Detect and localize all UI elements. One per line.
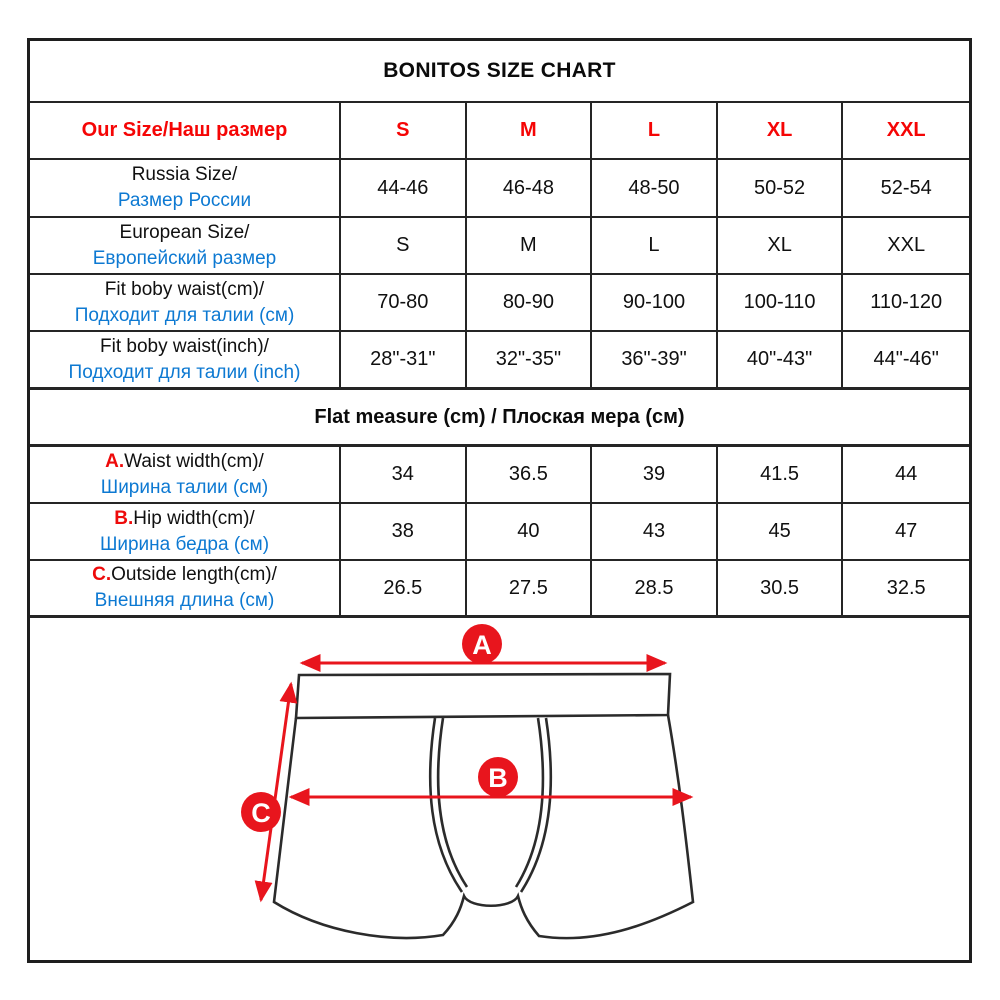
header-size-l: L bbox=[592, 103, 718, 160]
chart-title-cell bbox=[30, 41, 969, 103]
cell-value: M bbox=[467, 218, 593, 275]
cell-value: 38 bbox=[341, 504, 467, 561]
size-chart-table bbox=[30, 41, 969, 960]
cell-value: XL bbox=[718, 218, 844, 275]
cell-value: 40 bbox=[467, 504, 593, 561]
cell-value: 52-54 bbox=[843, 160, 969, 218]
cell-value: L bbox=[592, 218, 718, 275]
row-label-russia-size: Russia Size/ Размер России bbox=[30, 160, 341, 218]
header-size-xl: XL bbox=[718, 103, 844, 160]
measurement-diagram bbox=[30, 618, 969, 960]
row-label-fit-waist-inch: Fit boby waist(inch)/ Подходит для талии (inch) bbox=[30, 332, 341, 390]
header-size-m: M bbox=[467, 103, 593, 160]
boxer-shorts-diagram bbox=[30, 618, 969, 960]
shorts-body bbox=[274, 715, 693, 938]
row-label-hip-width: B.Hip width(cm)/ Ширина бедра (см) bbox=[30, 504, 341, 561]
cell-value: 36"-39" bbox=[592, 332, 718, 390]
badge-c-label: C bbox=[251, 798, 271, 828]
waistband bbox=[296, 674, 670, 718]
row-label-fit-waist-cm: Fit boby waist(cm)/ Подходит для талии (см) bbox=[30, 275, 341, 332]
row-label-outside-length: C.Outside length(cm)/ Внешняя длина (см) bbox=[30, 561, 341, 618]
measure-letter-c: C. bbox=[92, 564, 112, 585]
header-size-s: S bbox=[341, 103, 467, 160]
flat-measure-title: Flat measure (cm) / Плоская мера (см) bbox=[314, 405, 685, 428]
pouch-seam-left-inner bbox=[438, 718, 467, 887]
cell-value: 100-110 bbox=[718, 275, 844, 332]
cell-value: 44 bbox=[843, 447, 969, 504]
cell-value: S bbox=[341, 218, 467, 275]
measure-arrows bbox=[261, 663, 691, 900]
cell-value: 40"-43" bbox=[718, 332, 844, 390]
boxer-shorts-outline bbox=[274, 674, 693, 938]
cell-value: 27.5 bbox=[467, 561, 593, 618]
pouch-seam-right-inner bbox=[516, 718, 543, 887]
cell-value: 41.5 bbox=[718, 447, 844, 504]
header-size-xxl: XXL bbox=[843, 103, 969, 160]
badge-b-label: B bbox=[488, 763, 508, 793]
cell-value: 36.5 bbox=[467, 447, 593, 504]
cell-value: 44-46 bbox=[341, 160, 467, 218]
pouch-seam-left-outer bbox=[430, 718, 462, 892]
cell-value: 32.5 bbox=[843, 561, 969, 618]
section-title-cell bbox=[30, 390, 969, 447]
cell-value: 80-90 bbox=[467, 275, 593, 332]
header-our-size: Our Size/Наш размер bbox=[30, 103, 341, 160]
cell-value: 47 bbox=[843, 504, 969, 561]
cell-value: 48-50 bbox=[592, 160, 718, 218]
pouch-seam-right-outer bbox=[521, 718, 551, 892]
size-chart-box bbox=[27, 38, 972, 963]
cell-value: 43 bbox=[592, 504, 718, 561]
cell-value: 30.5 bbox=[718, 561, 844, 618]
measure-letter-b: B. bbox=[114, 507, 134, 529]
row-label-european-size: European Size/ Европейский размер bbox=[30, 218, 341, 275]
badge-a-label: A bbox=[472, 630, 492, 660]
measure-badges bbox=[241, 624, 518, 832]
row-label-waist-width: A.Waist width(cm)/ Ширина талии (см) bbox=[30, 447, 341, 504]
cell-value: 70-80 bbox=[341, 275, 467, 332]
measure-letter-a: A. bbox=[105, 450, 125, 472]
cell-value: 44"-46" bbox=[843, 332, 969, 390]
cell-value: 45 bbox=[718, 504, 844, 561]
cell-value: 50-52 bbox=[718, 160, 844, 218]
cell-value: 32"-35" bbox=[467, 332, 593, 390]
cell-value: 34 bbox=[341, 447, 467, 504]
cell-value: 46-48 bbox=[467, 160, 593, 218]
chart-title: BONITOS SIZE CHART bbox=[383, 59, 616, 82]
cell-value: XXL bbox=[843, 218, 969, 275]
cell-value: 28.5 bbox=[592, 561, 718, 618]
cell-value: 110-120 bbox=[843, 275, 969, 332]
cell-value: 28"-31" bbox=[341, 332, 467, 390]
cell-value: 39 bbox=[592, 447, 718, 504]
cell-value: 26.5 bbox=[341, 561, 467, 618]
cell-value: 90-100 bbox=[592, 275, 718, 332]
